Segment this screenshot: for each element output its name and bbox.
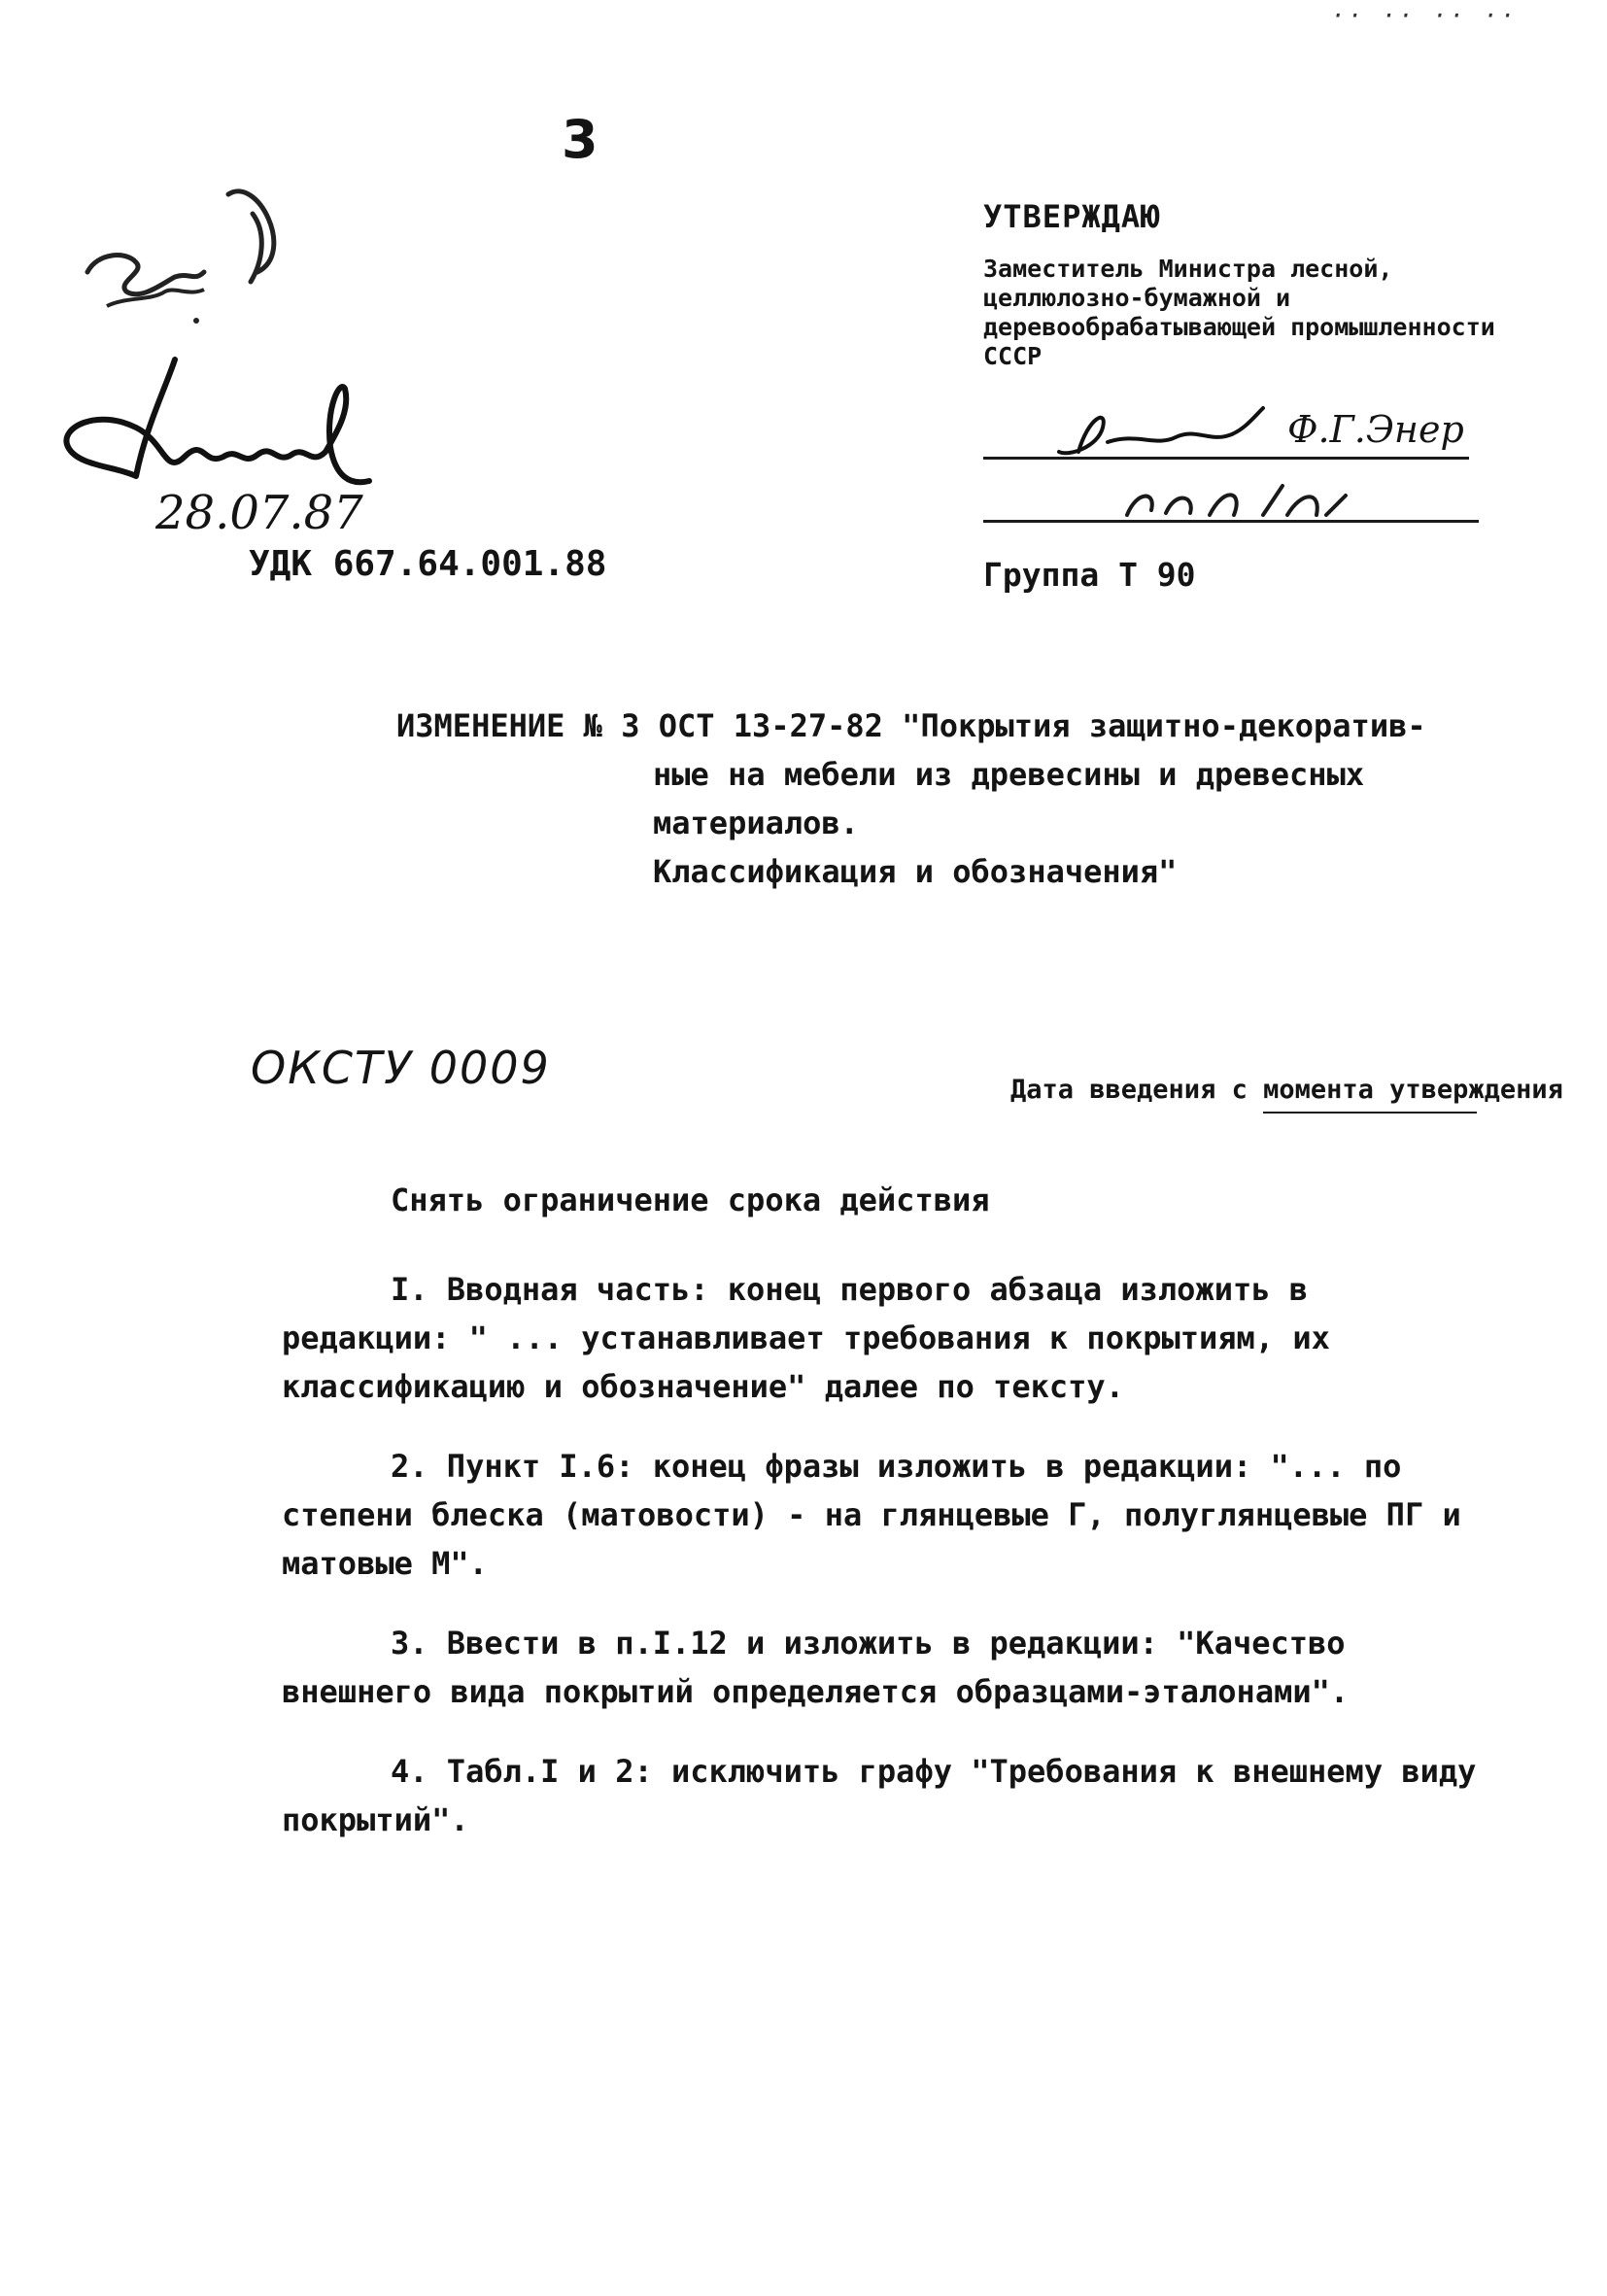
title-line: ные на мебели из древесины и древесных bbox=[653, 756, 1365, 793]
group-label: Группа Т 90 bbox=[983, 556, 1196, 594]
approver-position: Заместитель Министра лесной, целлюлозно-бумажной и деревообрабатывающей промышленности СССР bbox=[983, 255, 1495, 370]
signature-line bbox=[983, 457, 1469, 460]
paragraph: I. Вводная часть: конец первого абзаца изложить в редакции: " ... устанавливает требования к покрытиям, их классификацию и обозначение" далее по тексту. bbox=[282, 1271, 1330, 1405]
paragraph: Снять ограничение срока действия bbox=[391, 1182, 990, 1218]
date-line bbox=[983, 520, 1479, 523]
udk-code: УДК 667.64.001.88 bbox=[249, 544, 607, 584]
paragraph: 3. Ввести в п.I.12 и изложить в редакции: "Качество внешнего вида покрытий определяется образцами-эталонами". bbox=[282, 1625, 1350, 1710]
title-line: ИЗМЕНЕНИЕ № 3 ОСТ 13-27-82 "Покрытия защитно-декоратив- bbox=[396, 707, 1426, 744]
effective-date-underline bbox=[1263, 1112, 1477, 1114]
approval-date-handwritten bbox=[1117, 476, 1351, 525]
amendment-body bbox=[282, 1176, 1487, 1875]
title-line: Классификация и обозначения" bbox=[653, 853, 1178, 890]
page-number: 3 bbox=[562, 109, 598, 170]
okstu-code: ОКСТУ 0009 bbox=[251, 1042, 551, 1094]
handwritten-date: 28.07.87 bbox=[155, 486, 363, 540]
handwritten-resolution-mark bbox=[58, 136, 311, 330]
corner-note: ·· ·· ·· ·· bbox=[1331, 2, 1518, 29]
effective-date: Дата введения с момента утверждения bbox=[1010, 1075, 1563, 1105]
paragraph: 4. Табл.I и 2: исключить графу "Требования к внешнему виду покрытий". bbox=[282, 1753, 1477, 1838]
amendment-title bbox=[396, 702, 1485, 896]
approval-heading: УТВЕРЖДАЮ bbox=[983, 198, 1161, 235]
approver-name: Ф.Г.Энер bbox=[1287, 408, 1464, 451]
title-line: материалов. bbox=[653, 805, 859, 841]
paragraph: 2. Пункт I.6: конец фразы изложить в редакции: "... по степени блеска (матовости) - на глянцевые Г, полуглянцевые ПГ и матовые М". bbox=[282, 1448, 1461, 1582]
